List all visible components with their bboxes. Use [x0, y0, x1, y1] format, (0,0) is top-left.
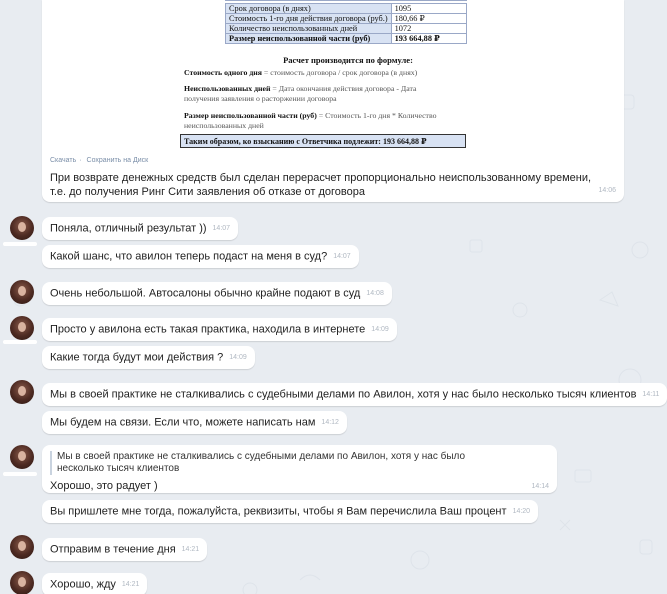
user-avatar[interactable]: [10, 216, 34, 240]
table-cell-value: 193 664,88 ₽: [391, 34, 466, 44]
table-cell-value: 1072: [391, 24, 466, 34]
table-cell-value: 180,66 ₽: [391, 14, 466, 24]
user-avatar[interactable]: [10, 316, 34, 340]
formula-term: Стоимость одного дня: [184, 68, 262, 77]
table-cell-label: Стоимость 1-го дня действия договора (руб.): [226, 14, 392, 24]
message-time: 14:20: [512, 508, 531, 515]
table-row: [226, 24, 467, 34]
message-time: 14:07: [333, 253, 351, 260]
message-bubble: [42, 500, 538, 523]
message-bubble: [42, 282, 392, 305]
message-text: Вы пришлете мне тогда, пожалуйста, реквизиты, чтобы я Вам перечислила Ваш процент: [50, 505, 507, 518]
message-text: Какой шанс, что авилон теперь подаст на меня в суд?: [50, 250, 328, 263]
total-amount-line: Таким образом, ко взысканию с Ответчика подлежит: 193 664,88 ₽: [180, 134, 466, 148]
table-cell-label: Количество неиспользованных дней: [226, 24, 392, 34]
reply-message-bubble: [42, 445, 557, 493]
table-row: [226, 14, 467, 24]
message-time: 14:09: [229, 354, 247, 361]
formula-expression: неиспользованных дней: [184, 121, 264, 130]
formula-term: Размер неиспользованной части (руб): [184, 111, 317, 120]
message-time: 14:12: [321, 419, 339, 426]
table-cell-label: Срок договора (в днях): [226, 4, 392, 14]
formula-title: Расчет производится по формуле:: [283, 55, 413, 65]
formula-expression: = Дата окончания действия договора - Дата: [270, 84, 417, 93]
formula-expression: = Стоимость 1-го дня * Количество: [316, 111, 437, 120]
message-text: Мы в своей практике не сталкивались с судебными делами по Авилон, хотя у нас было несколько тысяч клиентов: [50, 388, 637, 401]
message-time: 14:07: [212, 225, 231, 232]
message-bubble: [42, 538, 207, 561]
message-text: Мы будем на связи. Если что, можете написать нам: [50, 416, 316, 429]
user-avatar[interactable]: [10, 571, 34, 594]
document-message-bubble: [42, 0, 624, 202]
table-row: [226, 4, 467, 14]
message-bubble: [42, 318, 397, 341]
message-bubble: [42, 411, 347, 434]
formula-expression: получения заявления о расторжении договора: [184, 94, 337, 103]
message-text: При возврате денежных средств был сделан перерасчет пропорционально неиспользованному времени, т.е. до получения Ринг Сити заявления об отказе от договора: [50, 172, 592, 198]
table-row: [226, 34, 467, 44]
message-text: Просто у авилона есть такая практика, находила в интернете: [50, 323, 366, 336]
message-text: Хорошо, жду: [50, 578, 116, 591]
attachment-actions: [50, 157, 151, 164]
message-time: 14:09: [371, 326, 389, 333]
calculation-table: [225, 3, 467, 44]
message-time: 14:21: [121, 581, 140, 588]
message-text: Поняла, отличный результат )): [50, 222, 207, 235]
message-time: 14:14: [531, 483, 549, 490]
message-bubble: [42, 217, 238, 240]
sender-name-redacted: [3, 472, 37, 476]
message-text: Очень небольшой. Автосалоны обычно крайне подают в суд: [50, 287, 361, 300]
link-separator: ·: [79, 157, 82, 164]
formula-line: [184, 111, 514, 121]
operator-avatar[interactable]: [10, 380, 34, 404]
download-link[interactable]: Скачать: [50, 157, 77, 164]
formula-line: [184, 68, 514, 78]
message-bubble: [42, 383, 667, 406]
formula-line-continued: [184, 121, 514, 131]
formula-expression: = стоимость договора / срок договора (в днях): [261, 68, 418, 77]
operator-avatar[interactable]: [10, 535, 34, 559]
message-bubble: [42, 346, 255, 369]
message-text: Хорошо, это радует ): [50, 480, 158, 492]
quoted-message[interactable]: Мы в своей практике не сталкивались с судебными делами по Авилон, хотя у нас было несколько тысяч клиентов: [50, 451, 505, 475]
user-avatar[interactable]: [10, 445, 34, 469]
formula-term: Неиспользованных дней: [184, 84, 271, 93]
message-time: 14:06: [598, 187, 616, 194]
sender-name-redacted: [3, 242, 37, 246]
message-bubble: [42, 573, 147, 594]
save-to-disk-link[interactable]: Сохранить на Диск: [86, 157, 149, 164]
message-time: 14:08: [366, 290, 384, 297]
message-time: 14:21: [181, 546, 200, 553]
formula-line: [184, 84, 514, 94]
formula-line-continued: [184, 94, 514, 104]
sender-name-redacted: [3, 340, 37, 344]
message-text: Какие тогда будут мои действия ?: [50, 351, 224, 364]
table-cell-value: 1095: [391, 4, 466, 14]
table-cell-label: Размер неиспользованной части (руб): [226, 34, 392, 44]
operator-avatar[interactable]: [10, 280, 34, 304]
message-text: Отправим в течение дня: [50, 543, 176, 556]
message-bubble: [42, 245, 359, 268]
calculation-document-image[interactable]: [180, 0, 516, 152]
message-time: 14:11: [642, 391, 660, 398]
